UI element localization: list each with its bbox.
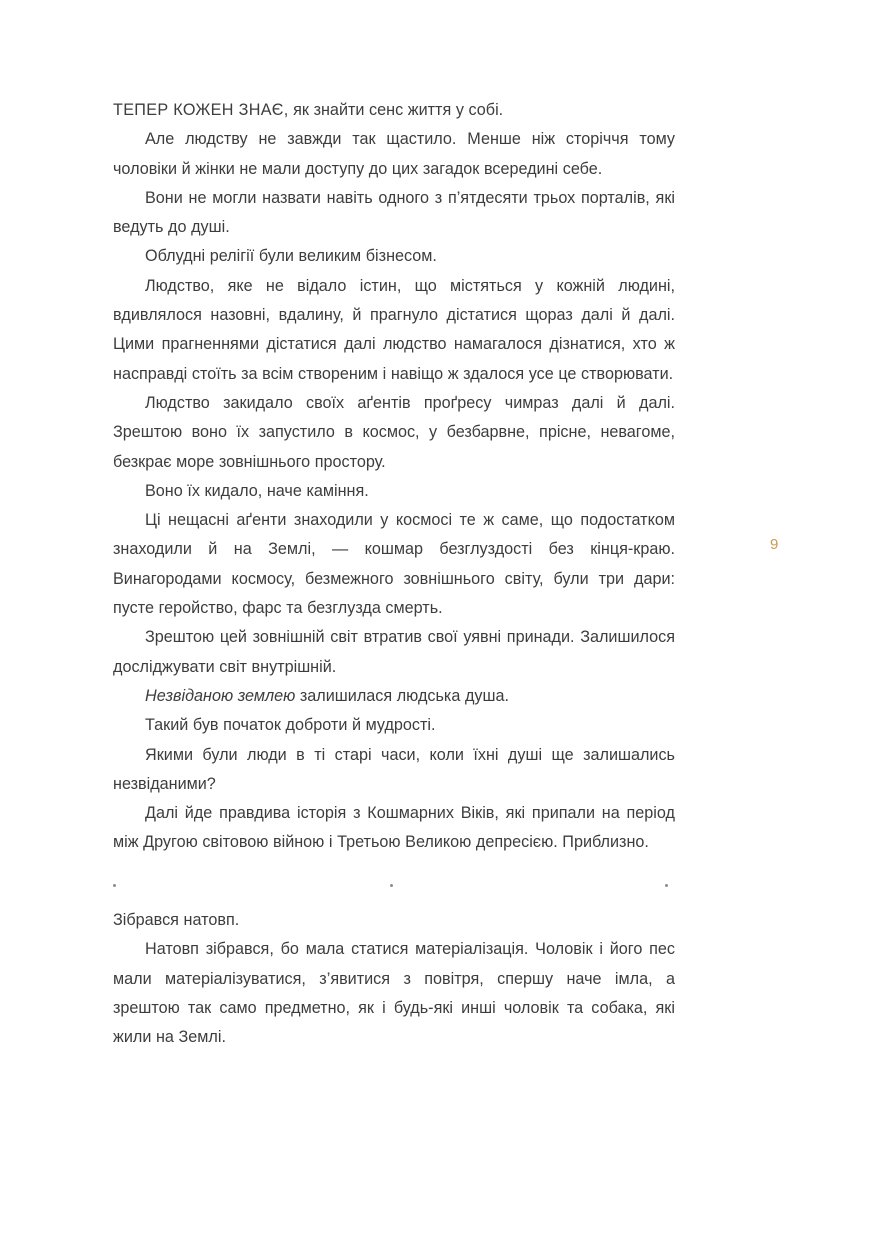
paragraph-14: Зібрався натовп.: [113, 911, 240, 929]
paragraph-9: Зрештою цей зовнішній світ втратив свої уявні принади. Залишилося досліджувати світ внутрішній.: [113, 628, 675, 676]
paragraph-7: Воно їх кидало, наче каміння.: [145, 481, 369, 500]
paragraph-12: Якими були люди в ті старі часи, коли їхні душі ще залишались незвіданими?: [113, 745, 675, 793]
paragraph-6: Людство закидало своїх аґентів проґресу чимраз далі й далі. Зрештою воно їх запустило в космос, у безбарвне, прісне, невагоме, безкрає море зовнішнього простору.: [113, 393, 675, 471]
paragraph-8: Ці нещасні аґенти знаходили у космосі те ж саме, що подостатком знаходили й на Землі, — кошмар безглуздості без кінця-краю. Винагородами космосу, безмежного зовнішнього світу, були три дари: пусте геройство, фарс та безглузда смерть.: [113, 511, 675, 618]
separator-dot-icon: [113, 884, 116, 887]
paragraph-13: Далі йде правдива історія з Кошмарних Віків, які припали на період між Другою світовою війною і Третьою Великою депресією. Приблизно.: [113, 804, 675, 852]
paragraph-4: Облудні релігії були великим бізнесом.: [145, 247, 437, 266]
opening-rest: як знайти сенс життя у собі.: [288, 101, 504, 119]
separator-dot-icon: [390, 884, 393, 887]
section-separator: [113, 878, 675, 894]
paragraph-5: Людство, яке не відало істин, що містяться у кожній людині, вдивлялося назовні, вдалину, й прагнуло дістатися щораз далі й далі. Цими прагненнями дістатися далі людство намагалося дізнатися, хто ж насправді стоїть за всім створеним і навіщо ж здалося усе це створювати.: [113, 276, 675, 383]
paragraph-15: Натовп зібрався, бо мала статися матеріалізація. Чоловік і його пес мали матеріалізуватися, з’явитися з повітря, спершу наче імла, а зрештою так само предметно, як і будь-які инші чоловік та собака, які жили на Землі.: [113, 940, 675, 1047]
separator-dot-icon: [665, 884, 668, 887]
paragraph-3: Вони не могли назвати навіть одного з п’ятдесяти трьох порталів, які ведуть до душі.: [113, 188, 675, 237]
paragraph-10-rest: залишилася людська душа.: [295, 686, 509, 705]
page-number: 9: [770, 536, 779, 553]
paragraph-11: Такий був початок доброти й мудрості.: [145, 716, 436, 735]
paragraph-10-italic-lead: Незвіданою землею: [145, 686, 296, 705]
main-text-column: [113, 96, 675, 858]
paragraph-opening: [113, 96, 675, 125]
paragraph-10: [113, 682, 675, 711]
paragraph-2: Але людству не завжди так щастило. Менше ніж сторіччя тому чоловіки й жінки не мали доступу до цих загадок всередині себе.: [113, 130, 675, 178]
opening-small-caps: ТЕПЕР КОЖЕН ЗНАЄ,: [113, 101, 289, 119]
text-column-after-separator: [113, 906, 675, 1052]
